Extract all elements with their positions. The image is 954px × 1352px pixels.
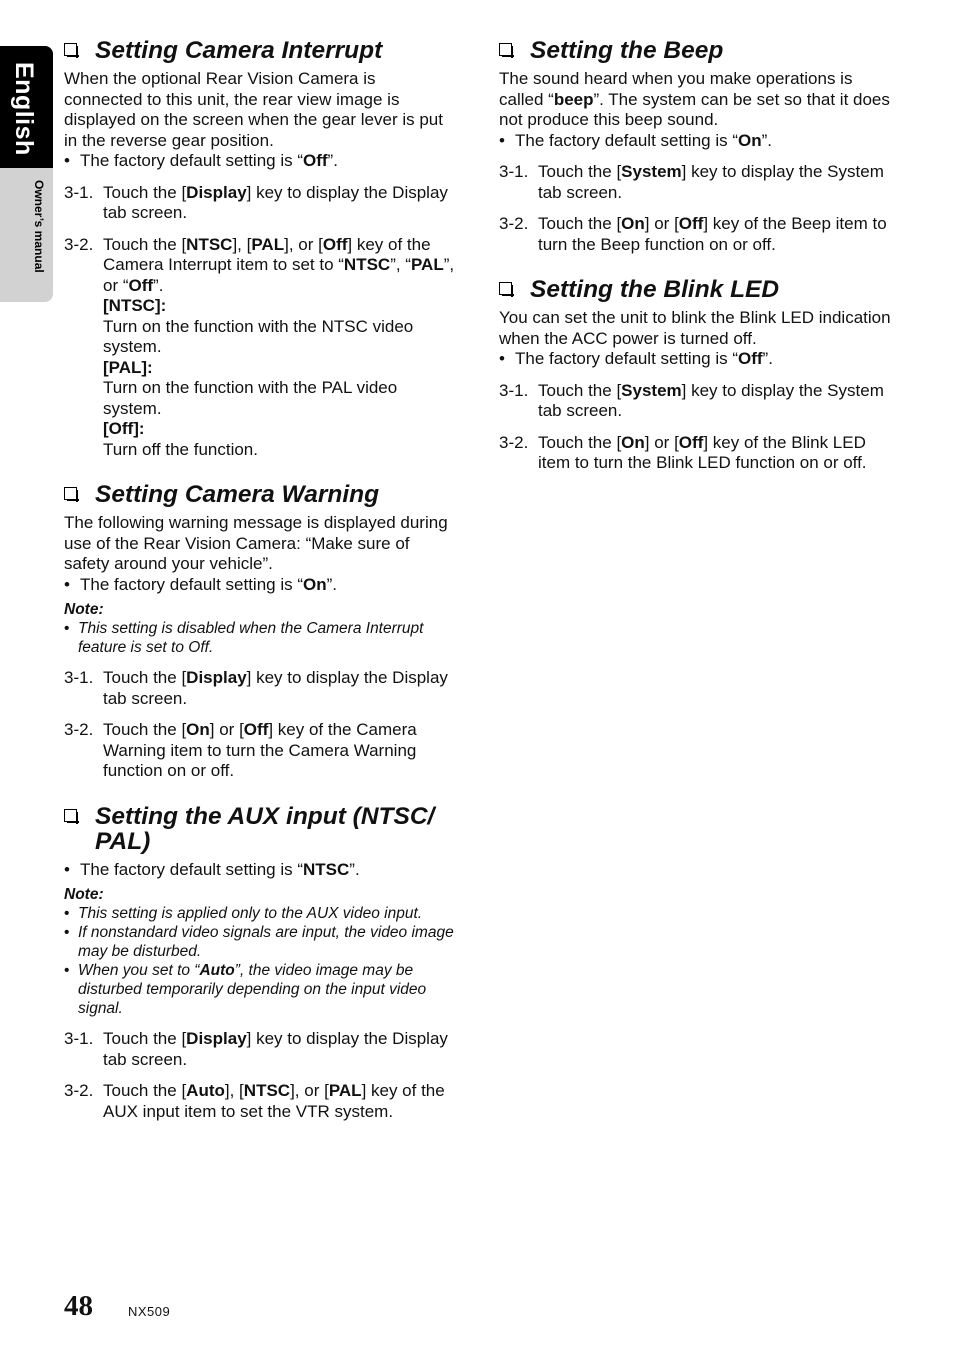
intro-text: The following warning message is displayed during use of the Rear Vision Camera: “Make sure of safety around your vehicle”. [64,513,448,573]
intro-text: When the optional Rear Vision Camera is connected to this unit, the rear view image is displayed on the screen when the gear lever is put in the reverse gear position. [64,69,443,150]
option-desc: Turn on the function with the PAL video system. [103,378,398,418]
section-beep [499,38,891,255]
intro-text: The sound heard when you make operations is called “beep”. The system can be set so that it does not produce this beep sound. [499,69,890,129]
section-title: Setting the Blink LED [499,277,891,302]
option-label: [PAL]: [103,357,153,377]
note-item: • If nonstandard video signals are input, the video image may be disturbed. [64,923,456,961]
option-label: [Off]: [103,419,145,438]
note-item: • When you set to “Auto”, the video image may be disturbed temporarily depending on the input video signal. [64,961,456,1018]
step-3-2: 3-2. Touch the [Auto], [NTSC], or [PAL] key of the AUX input item to set the VTR system. [64,1081,445,1121]
step-3-2: 3-2. Touch the [On] or [Off] key of the Camera Warning item to turn the Camera Warning function on or off. [64,720,417,780]
note-heading: Note: [64,601,104,618]
section-title: Setting Camera Warning [64,482,456,507]
checkbox-bullet-icon [499,43,512,56]
checkbox-bullet-icon [499,282,512,295]
section-camera-warning [64,482,456,782]
step-3-2: 3-2. Touch the [NTSC], [PAL], or [Off] key of the Camera Interrupt item to set to “NTSC”, “PAL”, or “Off”. [NTSC]: Turn on the function with the NTSC video system. [PAL]: Turn on the function with the PAL video system. [Off]: Turn off the function. [64,234,455,459]
side-tab-language: English [10,62,38,156]
checkbox-bullet-icon [64,487,77,500]
note-heading: Note: [64,886,104,903]
page-number: 48 [64,1290,93,1322]
default-setting: • The factory default setting is “Off”. [64,151,456,172]
step-3-1: 3-1. Touch the [Display] key to display the Display tab screen. [64,182,448,222]
right-column [499,38,891,496]
default-setting: • The factory default setting is “On”. [64,575,456,596]
note-item: • This setting is disabled when the Camera Interrupt feature is set to Off. [64,619,456,657]
checkbox-bullet-icon [64,809,77,822]
section-camera-interrupt [64,38,456,460]
default-setting: • The factory default setting is “NTSC”. [64,860,456,881]
step-3-1: 3-1. Touch the [Display] key to display the Display tab screen. [64,668,448,708]
option-desc: Turn off the function. [103,439,258,459]
model-number: NX509 [128,1304,171,1319]
section-aux-input [64,804,456,1123]
step-3-1: 3-1. Touch the [Display] key to display the Display tab screen. [64,1029,448,1069]
step-3-2: 3-2. Touch the [On] or [Off] key of the Blink LED item to turn the Blink LED function on or off. [499,432,867,472]
side-tab-manual: Owner’s manual [32,180,46,273]
step-3-1: 3-1. Touch the [System] key to display the System tab screen. [499,380,884,420]
note-item: • This setting is applied only to the AUX video input. [64,904,456,923]
option-desc: Turn on the function with the NTSC video system. [103,316,414,356]
checkbox-bullet-icon [64,43,77,56]
section-blink-led [499,277,891,474]
option-label: [NTSC]: [103,296,167,315]
section-title: Setting the AUX input (NTSC/ PAL) [64,804,456,854]
default-setting: • The factory default setting is “Off”. [499,349,891,370]
step-3-2: 3-2. Touch the [On] or [Off] key of the Beep item to turn the Beep function on or off. [499,214,887,254]
intro-text: You can set the unit to blink the Blink LED indication when the ACC power is turned off. [499,308,891,348]
left-column [64,38,456,1144]
section-title: Setting the Beep [499,38,891,63]
step-3-1: 3-1. Touch the [System] key to display the System tab screen. [499,162,884,202]
section-title: Setting Camera Interrupt [64,38,456,63]
default-setting: • The factory default setting is “On”. [499,131,891,152]
